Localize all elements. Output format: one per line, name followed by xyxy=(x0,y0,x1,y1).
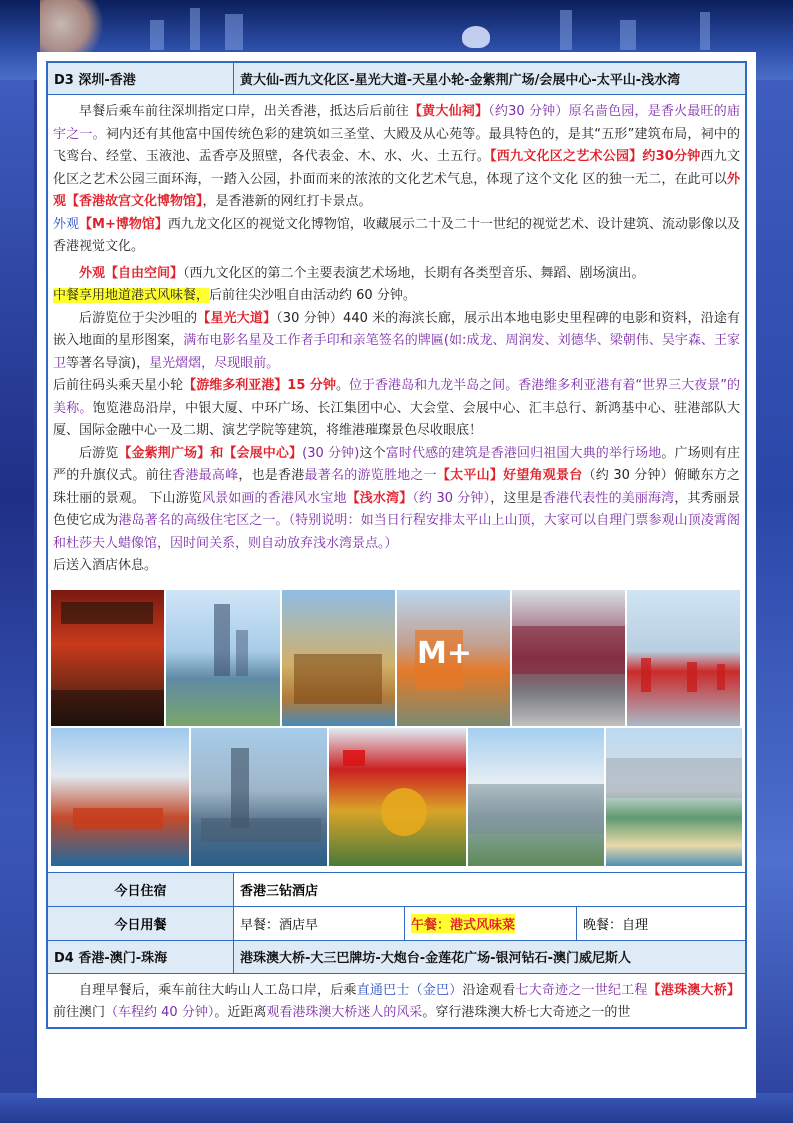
text-run: 香港维多利亚港有着“世界三大夜景”的美称。 xyxy=(53,378,740,416)
text-run: 【星光大道】 xyxy=(197,310,277,326)
day3-paragraph xyxy=(53,285,740,308)
lunch-value xyxy=(405,907,577,940)
text-run: ，也是香港 xyxy=(238,468,305,483)
text-run: 中餐享用地道港式风味餐， xyxy=(53,288,210,303)
text-run: 直通巴士（金巴） xyxy=(356,982,463,998)
text-run: 沿途观看 xyxy=(462,982,516,998)
day4-paragraph xyxy=(53,980,740,1025)
text-run: （车程约 40 分钟） xyxy=(105,1005,215,1020)
text-run: 港岛著名的高级住宅区之一。 xyxy=(118,513,289,528)
photo-palace-museum xyxy=(282,590,395,726)
text-run: 位于香港岛和九龙半岛之间。 xyxy=(349,378,519,393)
text-run: 这个 xyxy=(359,445,386,461)
photo-golden-bauhinia xyxy=(329,728,465,866)
text-run: 七大奇迹之一世纪工程 xyxy=(515,982,648,998)
skyline-building xyxy=(225,14,243,50)
bauhinia-logo-icon xyxy=(462,26,490,48)
day3-route: 黄大仙-西九文化区-星光大道-天星小轮-金紫荆广场/会展中心-太平山-浅水湾 xyxy=(234,63,745,94)
day3-description xyxy=(48,95,745,582)
text-run: 西九龙文化区的视觉文化博物馆，收藏展示二十及二十一世纪的视觉艺术、设计建筑、流动影像以及香港视觉文化。 xyxy=(53,216,740,254)
text-run: 等著名导演)， xyxy=(66,355,150,371)
text-run: （约30 分钟） xyxy=(488,104,569,119)
text-run: 星光熠熠，尽现眼前。 xyxy=(149,355,280,371)
text-run: 后前往码头乘天星小轮 xyxy=(53,378,184,393)
text-run: 。广场则有庄严的升旗仪式。前往 xyxy=(53,445,740,483)
text-run: 最著名的游览胜地之一 xyxy=(304,468,437,483)
lunch-highlight: 午餐：港式风味菜 xyxy=(411,914,515,933)
text-run: 风景如画的香港风水宝地 xyxy=(201,490,347,506)
day3-paragraph xyxy=(53,308,740,376)
text-run: 自理早餐后，乘车前往大屿山人工岛口岸，后乘 xyxy=(79,982,357,998)
text-run: 满布电影名星及工作者手印和亲笔签名的牌匾(如:成龙、周润发、刘德华、梁朝伟、吴宇森、王家卫 xyxy=(53,333,740,371)
text-run: 原名啬色园，是香火最旺的庙宇之一。 xyxy=(53,104,740,142)
day4-content-row xyxy=(48,974,745,1027)
meals-label: 今日用餐 xyxy=(48,907,234,940)
text-run: 【金紫荆广场】和【会展中心】 xyxy=(118,445,303,461)
day3-paragraph xyxy=(53,101,740,214)
text-run: （30 分钟）440 米的海滨长廊，展示出本地电影史里程碑的电影和资料，沿途有嵌入地面的星形图案， xyxy=(53,310,740,348)
text-run: 前往澳门 xyxy=(53,1005,106,1020)
side-decoration-right xyxy=(753,80,793,1123)
day3-content-row xyxy=(48,95,745,873)
photo-freespace xyxy=(512,590,625,726)
day4-header-row xyxy=(48,941,745,974)
text-run: ，是香港新的网红打卡景点。 xyxy=(202,194,372,209)
photo-row xyxy=(51,590,742,726)
text-run: 后送入酒店休息。 xyxy=(53,558,158,573)
skyline-building xyxy=(150,20,164,50)
breakfast-value: 早餐：酒店早 xyxy=(234,907,405,940)
text-run: 后游览位于尖沙咀的 xyxy=(79,310,198,326)
text-run: 。近距离 xyxy=(214,1005,267,1020)
text-run: 香港代表性的美丽海湾 xyxy=(542,490,675,506)
skyline-building xyxy=(700,12,710,50)
portrait-glow xyxy=(40,0,110,60)
day3-paragraph xyxy=(53,443,740,556)
lodging-row xyxy=(48,873,745,907)
text-run: （西九文化区的第二个主要表演艺术场地，长期有各类型音乐、舞蹈、剧场演出。 xyxy=(183,265,645,281)
text-run: ，这里是 xyxy=(490,490,543,506)
text-run: （约 30 分钟） xyxy=(412,490,491,506)
text-run: 早餐后乘车前往深圳指定口岸，出关香港，抵达后后前往 xyxy=(79,104,409,119)
text-run: 【浅水湾】 xyxy=(346,490,413,506)
skyline-building xyxy=(190,8,200,50)
text-run: 后游览 xyxy=(79,445,119,461)
skyline-building xyxy=(620,20,636,50)
text-run: 香港最高峰 xyxy=(172,468,239,483)
day3-paragraph xyxy=(53,375,740,443)
itinerary-table xyxy=(46,61,747,1029)
photo-victoria-peak xyxy=(468,728,604,866)
text-run: 祠内还有其他富中国传统色彩的建筑如三圣堂、大殿及从心苑等。最具特色的，是其“五形”建筑布局，祠中的飞鸾台、经堂、玉液池、盂香亭及照壁，各代表金、木、水、火、土五行。 xyxy=(53,126,740,164)
photo-m-plus xyxy=(397,590,510,726)
text-run: （约 30 分钟）俯瞰东方之珠壮丽的景观。 下山游览 xyxy=(53,468,740,506)
photo-avenue-of-stars xyxy=(627,590,740,726)
photo-west-kowloon xyxy=(166,590,280,726)
dinner-value: 晚餐：自理 xyxy=(577,907,745,940)
day3-paragraph xyxy=(53,555,740,578)
m-plus-sign: M+ xyxy=(417,635,472,671)
text-run: ，其秀丽景色使它成为 xyxy=(53,490,740,528)
day4-route: 港珠澳大桥-大三巴牌坊-大炮台-金莲花广场-银河钻石-澳门威尼斯人 xyxy=(234,941,745,973)
text-run: （特别说明：如当日行程安排太平山上山顶，大家可以自理门票参观山顶凌霄阁和杜莎夫人蜡像馆，因时间关系，则自动放弃浅水湾景点。） xyxy=(53,513,740,551)
day3-header-row xyxy=(48,63,745,95)
text-run: 【黄大仙祠】 xyxy=(408,104,489,119)
text-run: 饱览港岛沿岸，中银大厦、中环广场、长江集团中心、大会堂、会展中心、汇丰总行、新鸿基中心、驻港部队大厦、国际金融中心一及二期、演艺学院等建筑，将维港璀璨景色尽收眼底！ xyxy=(53,400,740,438)
text-run: 。穿行港珠澳大桥七大奇迹之一的世 xyxy=(422,1005,631,1020)
text-run: 【港珠澳大桥】 xyxy=(647,982,740,998)
text-run: 观看港珠澳大桥迷人的风采 xyxy=(266,1005,423,1020)
day3-paragraph xyxy=(53,214,740,259)
text-run: 外观【自由空间】 xyxy=(79,265,184,281)
day4-description xyxy=(48,974,745,1027)
lodging-value: 香港三钻酒店 xyxy=(234,873,745,906)
side-decoration-left xyxy=(0,80,34,1123)
text-run: (30 分钟) xyxy=(302,445,360,461)
day4-label: D4 香港-澳门-珠海 xyxy=(48,941,234,973)
text-run: 西九文化区之艺术公园三面环海，一踏入公园，扑面而来的浓浓的文化艺术气息，体现了这个文化 区的独一无二，在此可以 xyxy=(53,149,740,187)
itinerary-page xyxy=(37,52,756,1098)
text-run: 。 xyxy=(335,378,349,393)
day3-paragraph xyxy=(53,263,740,286)
photo-row xyxy=(51,728,742,866)
photo-wong-tai-sin xyxy=(51,590,164,726)
meals-row xyxy=(48,907,745,941)
text-run: 富时代感的建筑是香港回归祖国大典的举行场地 xyxy=(385,445,662,461)
skyline-building xyxy=(560,10,572,50)
photo-gallery xyxy=(48,582,745,872)
text-run: 【M+博物馆】 xyxy=(79,216,168,232)
day3-label: D3 深圳-香港 xyxy=(48,63,234,94)
photo-star-ferry xyxy=(51,728,189,866)
text-run: 【太平山】好望角观景台 xyxy=(436,468,583,483)
text-run: 外观【香港故宫文化博物馆】 xyxy=(53,171,740,209)
photo-convention-centre xyxy=(191,728,327,866)
lodging-label: 今日住宿 xyxy=(48,873,234,906)
text-run: 【西九文化区之艺术公园】约30分钟 xyxy=(490,149,701,164)
text-run: 【游维多利亚港】15 分钟 xyxy=(183,378,336,393)
text-run: 后前往尖沙咀自由活动约 60 分钟。 xyxy=(209,288,416,303)
photo-repulse-bay xyxy=(606,728,742,866)
text-run: 外观 xyxy=(53,216,80,232)
